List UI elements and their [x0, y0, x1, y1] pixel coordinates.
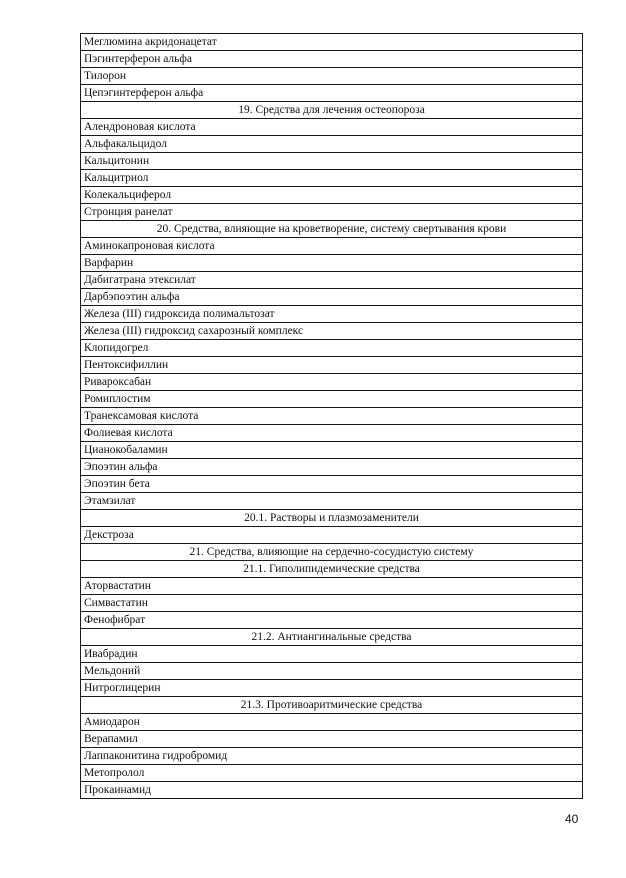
drug-name: Этамзилат: [81, 493, 583, 510]
section-heading: 20.1. Растворы и плазмозаменители: [81, 510, 583, 527]
drug-row: [81, 34, 583, 51]
drug-name: Прокаинамид: [81, 782, 583, 799]
drug-row: [81, 663, 583, 680]
drug-name: Железа (III) гидроксида полимальтозат: [81, 306, 583, 323]
drug-name: Кальцитонин: [81, 153, 583, 170]
drug-name: Декстроза: [81, 527, 583, 544]
drug-row: [81, 459, 583, 476]
drug-row: [81, 442, 583, 459]
drug-name: Кальцитриол: [81, 170, 583, 187]
drug-row: [81, 527, 583, 544]
drug-name: Ивабрадин: [81, 646, 583, 663]
drug-row: [81, 731, 583, 748]
section-heading: 19. Средства для лечения остеопороза: [81, 102, 583, 119]
drug-name: Алендроновая кислота: [81, 119, 583, 136]
drug-name: Дарбэпоэтин альфа: [81, 289, 583, 306]
drug-name: Меглюмина акридонацетат: [81, 34, 583, 51]
drug-name: Ромиплостим: [81, 391, 583, 408]
drug-name: Мельдоний: [81, 663, 583, 680]
section-heading: 21.3. Противоаритмические средства: [81, 697, 583, 714]
drug-row: [81, 578, 583, 595]
drug-name: Тилорон: [81, 68, 583, 85]
drug-name: Альфакальцидол: [81, 136, 583, 153]
drug-row: [81, 612, 583, 629]
drug-row: [81, 68, 583, 85]
drug-row: [81, 323, 583, 340]
drug-name: Аторвастатин: [81, 578, 583, 595]
section-heading: 21.1. Гиполипидемические средства: [81, 561, 583, 578]
drug-row: [81, 51, 583, 68]
drug-list-body: [81, 34, 583, 799]
drug-name: Пентоксифиллин: [81, 357, 583, 374]
drug-name: Дабигатрана этексилат: [81, 272, 583, 289]
drug-name: Эпоэтин бета: [81, 476, 583, 493]
drug-row: [81, 680, 583, 697]
drug-row: [81, 782, 583, 799]
drug-name: Железа (III) гидроксид сахарозный комплекс: [81, 323, 583, 340]
drug-row: [81, 153, 583, 170]
drug-name: Пэгинтерферон альфа: [81, 51, 583, 68]
drug-row: [81, 119, 583, 136]
drug-name: Нитроглицерин: [81, 680, 583, 697]
section-heading-row: [81, 102, 583, 119]
drug-row: [81, 425, 583, 442]
drug-row: [81, 187, 583, 204]
section-heading: 21.2. Антиангинальные средства: [81, 629, 583, 646]
drug-row: [81, 204, 583, 221]
drug-name: Фенофибрат: [81, 612, 583, 629]
drug-name: Цианокобаламин: [81, 442, 583, 459]
section-heading-row: [81, 510, 583, 527]
drug-row: [81, 170, 583, 187]
drug-row: [81, 476, 583, 493]
drug-name: Лаппаконитина гидробромид: [81, 748, 583, 765]
drug-row: [81, 85, 583, 102]
drug-name: Транексамовая кислота: [81, 408, 583, 425]
drug-name: Эпоэтин альфа: [81, 459, 583, 476]
drug-row: [81, 255, 583, 272]
section-heading: 21. Средства, влияющие на сердечно-сосудистую систему: [81, 544, 583, 561]
drug-list-table: [80, 33, 583, 799]
section-heading-row: [81, 629, 583, 646]
section-heading-row: [81, 544, 583, 561]
drug-row: [81, 136, 583, 153]
page-number: 40: [565, 812, 579, 826]
drug-row: [81, 765, 583, 782]
drug-name: Варфарин: [81, 255, 583, 272]
drug-row: [81, 306, 583, 323]
drug-name: Цепэгинтерферон альфа: [81, 85, 583, 102]
drug-row: [81, 646, 583, 663]
drug-name: Метопролол: [81, 765, 583, 782]
section-heading-row: [81, 697, 583, 714]
drug-row: [81, 374, 583, 391]
drug-row: [81, 272, 583, 289]
drug-name: Верапамил: [81, 731, 583, 748]
drug-row: [81, 748, 583, 765]
drug-name: Клопидогрел: [81, 340, 583, 357]
drug-row: [81, 340, 583, 357]
drug-name: Стронция ранелат: [81, 204, 583, 221]
drug-row: [81, 714, 583, 731]
drug-name: Колекальциферол: [81, 187, 583, 204]
drug-row: [81, 493, 583, 510]
drug-row: [81, 289, 583, 306]
section-heading: 20. Средства, влияющие на кроветворение, систему свертывания крови: [81, 221, 583, 238]
drug-row: [81, 391, 583, 408]
section-heading-row: [81, 561, 583, 578]
drug-name: Аминокапроновая кислота: [81, 238, 583, 255]
drug-name: Фолиевая кислота: [81, 425, 583, 442]
drug-name: Амиодарон: [81, 714, 583, 731]
drug-name: Ривароксабан: [81, 374, 583, 391]
drug-row: [81, 357, 583, 374]
drug-row: [81, 595, 583, 612]
drug-row: [81, 408, 583, 425]
drug-row: [81, 238, 583, 255]
section-heading-row: [81, 221, 583, 238]
drug-name: Симвастатин: [81, 595, 583, 612]
